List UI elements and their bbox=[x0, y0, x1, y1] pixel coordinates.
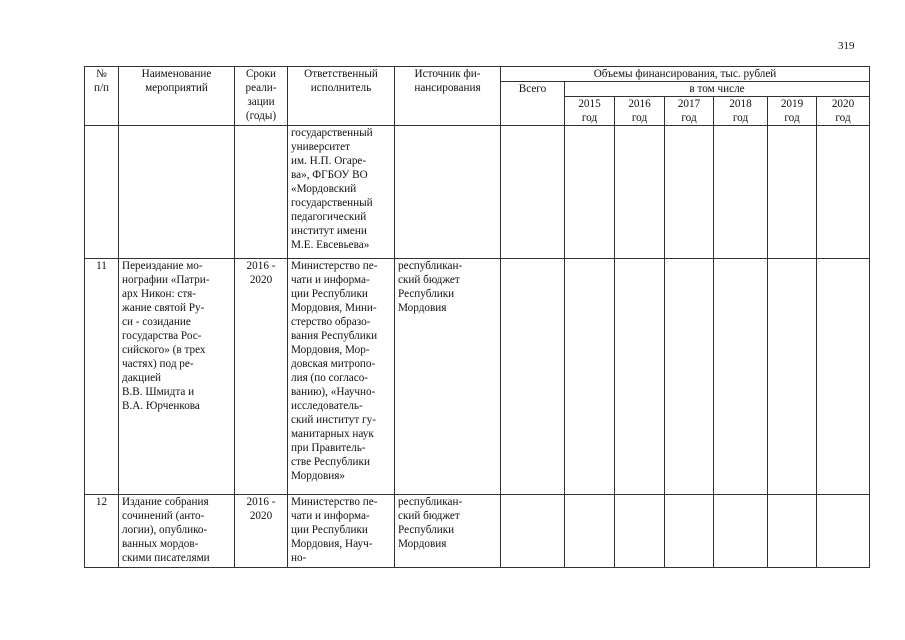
row-source bbox=[395, 126, 501, 259]
table-row bbox=[85, 126, 870, 259]
row-terms bbox=[235, 126, 288, 259]
header-funding: Объемы финансирования, тыс. рублей bbox=[501, 67, 870, 82]
table-row bbox=[85, 259, 870, 495]
header-name: Наименование мероприятий bbox=[119, 67, 235, 126]
row-executor: Министерство пе- чати и информа- ции Республики Мордовия, Мини- стерство образо- вания Республики Мордовия, Мор- довская митропо- лия (по согласо- ванию), «Научно- исследователь- ский институт гу- манитарных наук при Правитель- стве Республики Мордовия» bbox=[288, 259, 395, 495]
row-source: республикан- ский бюджет Республики Мордовия bbox=[395, 495, 501, 568]
row-2015 bbox=[565, 259, 615, 495]
row-name bbox=[119, 126, 235, 259]
header-year-2017: 2017 год bbox=[665, 97, 714, 126]
funding-table bbox=[84, 66, 870, 568]
row-name: Переиздание мо- нографии «Патри- арх Никон: стя- жание святой Ру- си - созидание государства Рос- сийского» (в трех частях) под ре- дакцией В.В. Шмидта и В.А. Юрченкова bbox=[119, 259, 235, 495]
row-num: 12 bbox=[85, 495, 119, 568]
table-row bbox=[85, 495, 870, 568]
header-year-2016: 2016 год bbox=[615, 97, 665, 126]
row-2018 bbox=[714, 495, 768, 568]
row-2020 bbox=[817, 259, 870, 495]
header-year-2019: 2019 год bbox=[768, 97, 817, 126]
page-number: 319 bbox=[838, 40, 855, 52]
row-2020 bbox=[817, 495, 870, 568]
row-2015 bbox=[565, 126, 615, 259]
row-executor: государственный университет им. Н.П. Огаре- ва», ФГБОУ ВО «Мордовский государственный педагогический институт имени М.Е. Евсевьева» bbox=[288, 126, 395, 259]
row-total bbox=[501, 126, 565, 259]
row-2018 bbox=[714, 126, 768, 259]
row-2016 bbox=[615, 126, 665, 259]
row-2017 bbox=[665, 126, 714, 259]
row-2016 bbox=[615, 495, 665, 568]
row-2020 bbox=[817, 126, 870, 259]
row-2018 bbox=[714, 259, 768, 495]
row-2016 bbox=[615, 259, 665, 495]
header-source: Источник фи- нансирования bbox=[395, 67, 501, 126]
row-executor: Министерство пе- чати и информа- ции Республики Мордовия, Науч- но- bbox=[288, 495, 395, 568]
header-year-2018: 2018 год bbox=[714, 97, 768, 126]
row-2019 bbox=[768, 259, 817, 495]
row-total bbox=[501, 495, 565, 568]
row-num: 11 bbox=[85, 259, 119, 495]
header-year-2015: 2015 год bbox=[565, 97, 615, 126]
row-2015 bbox=[565, 495, 615, 568]
header-num: № п/п bbox=[85, 67, 119, 126]
row-num bbox=[85, 126, 119, 259]
row-source: республикан- ский бюджет Республики Мордовия bbox=[395, 259, 501, 495]
row-2019 bbox=[768, 495, 817, 568]
row-terms: 2016 - 2020 bbox=[235, 259, 288, 495]
header-incl: в том числе bbox=[565, 82, 870, 97]
row-total bbox=[501, 259, 565, 495]
row-terms: 2016 - 2020 bbox=[235, 495, 288, 568]
header-terms: Сроки реали- зации (годы) bbox=[235, 67, 288, 126]
header-total: Всего bbox=[501, 82, 565, 126]
row-2017 bbox=[665, 495, 714, 568]
row-2017 bbox=[665, 259, 714, 495]
header-year-2020: 2020 год bbox=[817, 97, 870, 126]
header-executor: Ответственный исполнитель bbox=[288, 67, 395, 126]
row-2019 bbox=[768, 126, 817, 259]
row-name: Издание собрания сочинений (анто- логии), опублико- ванных мордов- скими писателями bbox=[119, 495, 235, 568]
